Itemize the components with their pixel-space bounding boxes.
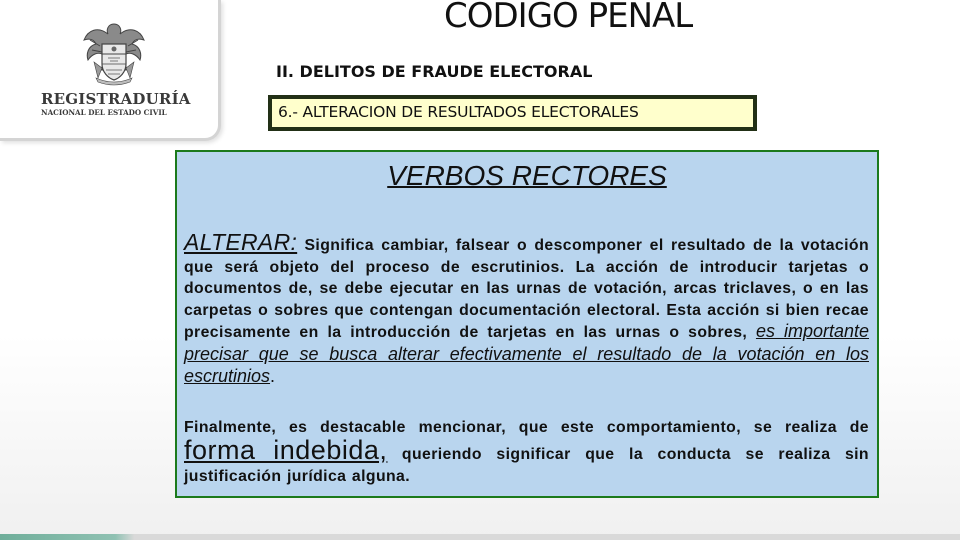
closing-big-text: forma indebida,: [184, 435, 388, 465]
panel-heading: VERBOS RECTORES: [387, 160, 667, 191]
closing-paragraph: [184, 417, 869, 488]
footer-strip: [0, 534, 960, 540]
closing-text-start: Finalmente, es destacable mencionar, que este comportamiento, se realiza de: [184, 419, 869, 436]
term-label: ALTERAR:: [184, 229, 298, 255]
brand-subtitle: NACIONAL DEL ESTADO CIVIL: [41, 108, 167, 117]
subsection-box: [268, 95, 757, 131]
emphasis-end: .: [270, 366, 276, 386]
content-panel: [175, 150, 879, 498]
definition-text: Significa cambiar, falsear o descomponer el resultado de la votación que será objeto del proceso de escrutinios. La acción de introducir tarjetas o documentos de, se debe ejecutar en las urnas de votación, arcas triclaves, o en las carpetas o sobres que contengan documentación electoral. Esta acción si bien recae precisamente en la introducción de tarjetas en las urnas o sobres,: [184, 237, 869, 341]
subsection-title: 6.- ALTERACION DE RESULTADOS ELECTORALES: [278, 103, 639, 121]
coat-of-arms-icon: [80, 20, 148, 86]
definition-paragraph: [184, 229, 869, 389]
brand-name: REGISTRADURÍA: [41, 90, 191, 108]
section-title: II. DELITOS DE FRAUDE ELECTORAL: [276, 62, 593, 81]
logo-card: [0, 0, 221, 141]
emphasis-text: es importante precisar que se busca alterar efectivamente el resultado de la votación en los escrutinios: [184, 321, 869, 386]
page-title: CODIGO PENAL: [444, 0, 693, 36]
closing-text-end: queriendo significar que la conducta se realiza sin justificación jurídica alguna.: [184, 446, 869, 485]
